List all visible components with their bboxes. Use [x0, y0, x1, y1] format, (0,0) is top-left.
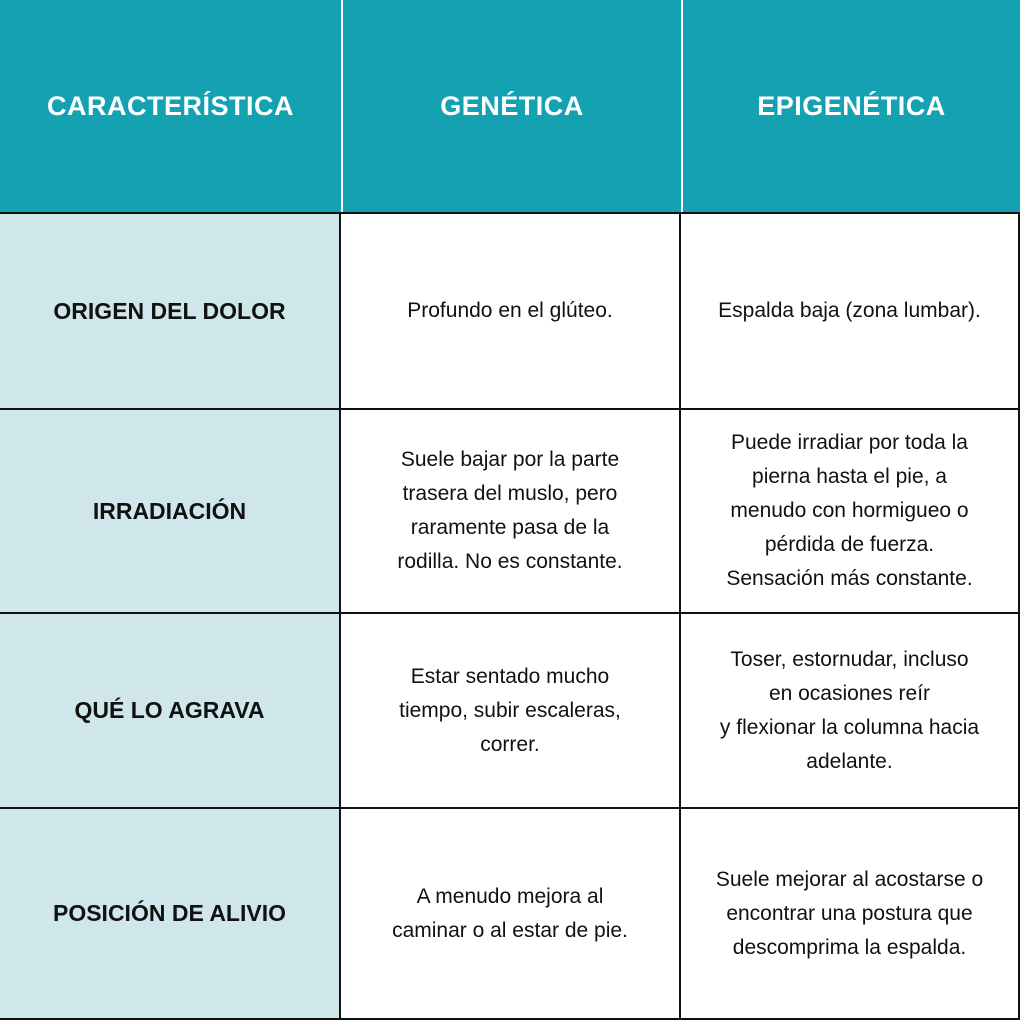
row-label-alivio: POSICIÓN DE ALIVIO [0, 807, 341, 1020]
header-genetica: GENÉTICA [341, 0, 681, 212]
cell-epigenetica-irradiacion [681, 408, 1020, 612]
row-label-origen: ORIGEN DEL DOLOR [0, 212, 341, 408]
cell-epigenetica-alivio [681, 807, 1020, 1020]
cell-genetica-alivio [341, 807, 681, 1020]
cell-text: Toser, estornudar, incluso en ocasiones reír y flexionar la columna hacia adelante. [719, 647, 980, 773]
cell-epigenetica-origen [681, 212, 1020, 408]
cell-genetica-irradiacion [341, 408, 681, 612]
cell-text: Suele mejorar al acostarse o encontrar una postura que descomprima la espalda. [715, 867, 984, 959]
cell-genetica-agrava [341, 612, 681, 807]
cell-text: Profundo en el glúteo. [407, 299, 613, 322]
cell-text: Puede irradiar por toda la pierna hasta el pie, a menudo con hormigueo o pérdida de fuerza. Sensación más constante. [726, 431, 973, 590]
header-epigenetica: EPIGENÉTICA [681, 0, 1020, 212]
cell-text: Estar sentado mucho tiempo, subir escaleras, correr. [399, 664, 621, 756]
header-caracteristica: CARACTERÍSTICA [0, 0, 341, 212]
cell-text: A menudo mejora al caminar o al estar de pie. [392, 884, 628, 942]
cell-text: Espalda baja (zona lumbar). [718, 299, 981, 322]
row-label-agrava: QUÉ LO AGRAVA [0, 612, 341, 807]
row-label-irradiacion: IRRADIACIÓN [0, 408, 341, 612]
cell-epigenetica-agrava [681, 612, 1020, 807]
cell-text: Suele bajar por la parte trasera del muslo, pero raramente pasa de la rodilla. No es constante. [397, 448, 623, 573]
cell-genetica-origen [341, 212, 681, 408]
